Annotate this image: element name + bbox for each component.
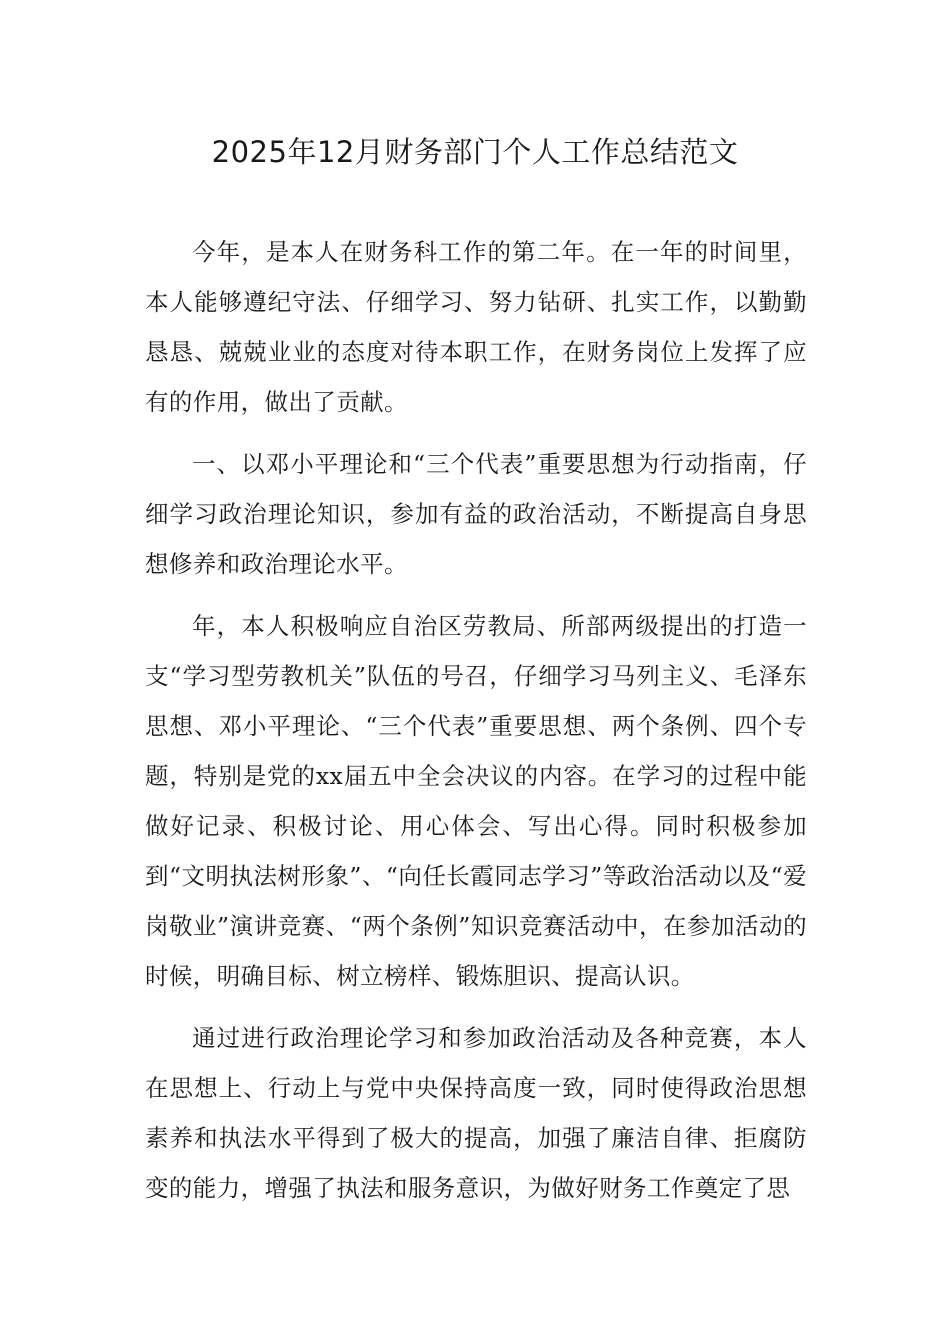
- document-title: 2025年12月财务部门个人工作总结范文: [211, 135, 739, 169]
- paragraph-study-activities: 年，本人积极响应自治区劳教局、所部两级提出的打造一支“学习型劳教机关”队伍的号召，仔细学习马列主义、毛泽东思想、邓小平理论、“三个代表”重要思想、两个条例、四个专题，特别是党的xx届五中全会决议的内容。在学习的过程中能做好记录、积极讨论、用心体会、写出心得。同时积极参加到“文明执法树形象”、“向任长霞同志学习”等政治活动以及“爱岗敬业”演讲竞赛、“两个条例”知识竞赛活动中，在参加活动的时候，明确目标、树立榜样、锻炼胆识、提高认识。: [145, 612, 807, 990]
- paragraph-results: 通过进行政治理论学习和参加政治活动及各种竞赛，本人在思想上、行动上与党中央保持高度一致，同时使得政治思想素养和执法水平得到了极大的提高，加强了廉洁自律、拒腐防变的能力，增强了执法和服务意识，为做好财务工作奠定了思: [145, 1024, 807, 1202]
- paragraph-section-one-heading: 一、以邓小平理论和“三个代表”重要思想为行动指南，仔细学习政治理论知识，参加有益的政治活动，不断提高自身思想修养和政治理论水平。: [145, 450, 807, 578]
- paragraph-intro: 今年，是本人在财务科工作的第二年。在一年的时间里，本人能够遵纪守法、仔细学习、努力钻研、扎实工作，以勤勤恳恳、兢兢业业的态度对待本职工作，在财务岗位上发挥了应有的作用，做出了贡献。: [145, 238, 807, 416]
- document-body: [145, 227, 807, 1225]
